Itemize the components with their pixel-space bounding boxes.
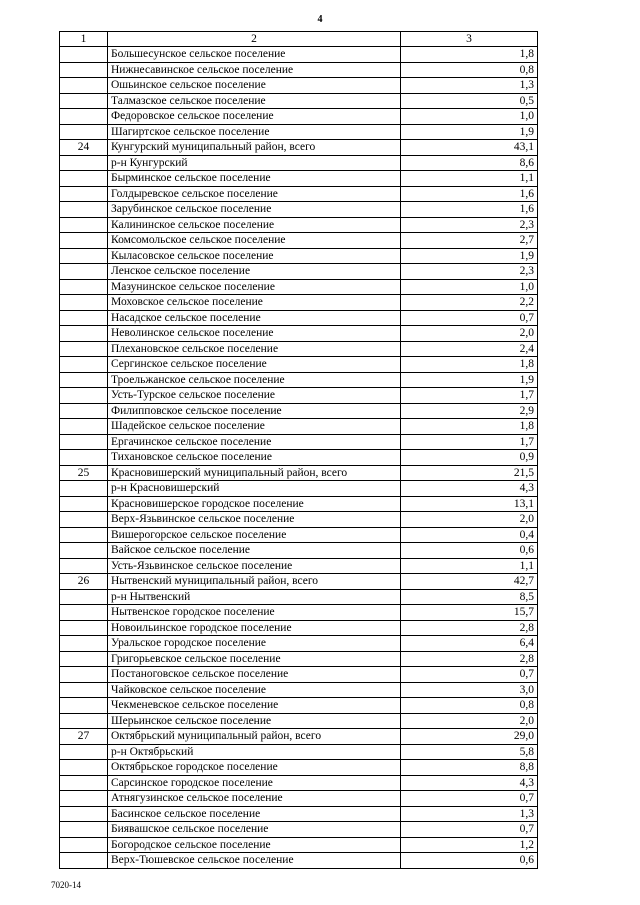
row-value: 21,5 <box>401 465 538 481</box>
row-number <box>60 512 108 528</box>
table-row <box>60 682 538 698</box>
table-row <box>60 357 538 373</box>
row-number <box>60 388 108 404</box>
row-value: 1,7 <box>401 434 538 450</box>
row-value: 0,9 <box>401 450 538 466</box>
row-value: 1,6 <box>401 186 538 202</box>
row-name: Неволинское сельское поселение <box>108 326 401 342</box>
table-row <box>60 822 538 838</box>
row-name: Атнягузинское сельское поселение <box>108 791 401 807</box>
row-name: р-н Кунгурский <box>108 155 401 171</box>
row-name: Биявашское сельское поселение <box>108 822 401 838</box>
row-name: Зарубинское сельское поселение <box>108 202 401 218</box>
row-name: Ленское сельское поселение <box>108 264 401 280</box>
row-value: 2,0 <box>401 326 538 342</box>
column-header-2: 2 <box>108 32 401 47</box>
table-row <box>60 124 538 140</box>
row-number <box>60 806 108 822</box>
row-number <box>60 605 108 621</box>
row-value: 42,7 <box>401 574 538 590</box>
row-value: 2,3 <box>401 217 538 233</box>
row-name: Талмазское сельское поселение <box>108 93 401 109</box>
row-value: 8,5 <box>401 589 538 605</box>
row-name: Шадейское сельское поселение <box>108 419 401 435</box>
row-number <box>60 837 108 853</box>
row-number <box>60 202 108 218</box>
row-number <box>60 47 108 63</box>
table-row <box>60 853 538 869</box>
row-value: 3,0 <box>401 682 538 698</box>
row-number <box>60 636 108 652</box>
row-number: 25 <box>60 465 108 481</box>
header-row <box>60 32 538 47</box>
table-row <box>60 698 538 714</box>
row-value: 2,0 <box>401 713 538 729</box>
row-number <box>60 760 108 776</box>
row-value: 6,4 <box>401 636 538 652</box>
row-value: 2,8 <box>401 651 538 667</box>
table-row <box>60 760 538 776</box>
row-name: Ошьинское сельское поселение <box>108 78 401 94</box>
row-name: Моховское сельское поселение <box>108 295 401 311</box>
table-row <box>60 78 538 94</box>
row-name: Насадское сельское поселение <box>108 310 401 326</box>
row-number <box>60 295 108 311</box>
table-row <box>60 171 538 187</box>
row-value: 1,8 <box>401 47 538 63</box>
table-row <box>60 202 538 218</box>
row-name: Чайковское сельское поселение <box>108 682 401 698</box>
row-name: Верх-Язьвинское сельское поселение <box>108 512 401 528</box>
row-value: 2,9 <box>401 403 538 419</box>
row-name: Калининское сельское поселение <box>108 217 401 233</box>
table-row <box>60 450 538 466</box>
table-row <box>60 388 538 404</box>
table-row <box>60 791 538 807</box>
row-name: Усть-Язьвинское сельское поселение <box>108 558 401 574</box>
row-value: 1,1 <box>401 171 538 187</box>
table-row <box>60 806 538 822</box>
row-name: Чекменевское сельское поселение <box>108 698 401 714</box>
row-value: 2,2 <box>401 295 538 311</box>
row-name: Ергачинское сельское поселение <box>108 434 401 450</box>
table-row <box>60 326 538 342</box>
row-name: Сергинское сельское поселение <box>108 357 401 373</box>
row-name: Постаноговское сельское поселение <box>108 667 401 683</box>
row-value: 1,9 <box>401 124 538 140</box>
data-table <box>59 31 538 869</box>
row-name: Красновишерское городское поселение <box>108 496 401 512</box>
row-number <box>60 62 108 78</box>
row-name: Вишерогорское сельское поселение <box>108 527 401 543</box>
row-number <box>60 434 108 450</box>
row-value: 1,3 <box>401 806 538 822</box>
row-number <box>60 78 108 94</box>
table-row <box>60 295 538 311</box>
row-number <box>60 403 108 419</box>
row-value: 4,3 <box>401 481 538 497</box>
row-number <box>60 589 108 605</box>
row-name: Новоильинское городское поселение <box>108 620 401 636</box>
table-row <box>60 837 538 853</box>
row-value: 2,4 <box>401 341 538 357</box>
table-row <box>60 434 538 450</box>
row-number <box>60 651 108 667</box>
table-row <box>60 155 538 171</box>
row-number <box>60 543 108 559</box>
row-value: 0,8 <box>401 62 538 78</box>
table-row <box>60 512 538 528</box>
row-name: Октябрьский муниципальный район, всего <box>108 729 401 745</box>
table-row <box>60 496 538 512</box>
row-number <box>60 326 108 342</box>
row-value: 0,7 <box>401 791 538 807</box>
row-number <box>60 496 108 512</box>
row-number <box>60 698 108 714</box>
row-value: 15,7 <box>401 605 538 621</box>
row-number <box>60 558 108 574</box>
table-row <box>60 186 538 202</box>
row-name: Нижнесавинское сельское поселение <box>108 62 401 78</box>
row-number <box>60 713 108 729</box>
row-number <box>60 341 108 357</box>
row-number <box>60 217 108 233</box>
row-value: 2,3 <box>401 264 538 280</box>
row-number <box>60 310 108 326</box>
row-name: Тихановское сельское поселение <box>108 450 401 466</box>
table-row <box>60 558 538 574</box>
row-number: 26 <box>60 574 108 590</box>
row-value: 1,0 <box>401 279 538 295</box>
table-row <box>60 341 538 357</box>
table-row <box>60 310 538 326</box>
row-number: 27 <box>60 729 108 745</box>
column-header-1: 1 <box>60 32 108 47</box>
row-value: 1,6 <box>401 202 538 218</box>
row-value: 1,7 <box>401 388 538 404</box>
row-value: 43,1 <box>401 140 538 156</box>
table-row <box>60 109 538 125</box>
table-row <box>60 372 538 388</box>
table-row <box>60 636 538 652</box>
row-value: 5,8 <box>401 744 538 760</box>
row-number <box>60 853 108 869</box>
table-row <box>60 729 538 745</box>
table-row <box>60 605 538 621</box>
row-number <box>60 372 108 388</box>
row-value: 2,0 <box>401 512 538 528</box>
table-row <box>60 744 538 760</box>
table-row <box>60 419 538 435</box>
row-name: Сарсинское городское поселение <box>108 775 401 791</box>
table-row <box>60 543 538 559</box>
row-value: 0,7 <box>401 310 538 326</box>
row-name: Нытвенское городское поселение <box>108 605 401 621</box>
row-value: 0,5 <box>401 93 538 109</box>
table-row <box>60 140 538 156</box>
row-name: Шагиртское сельское поселение <box>108 124 401 140</box>
table-row <box>60 713 538 729</box>
row-value: 1,8 <box>401 419 538 435</box>
row-value: 0,4 <box>401 527 538 543</box>
row-value: 29,0 <box>401 729 538 745</box>
row-number <box>60 264 108 280</box>
row-name: Кыласовское сельское поселение <box>108 248 401 264</box>
table-row <box>60 264 538 280</box>
table-body <box>60 32 538 869</box>
row-number <box>60 419 108 435</box>
table-row <box>60 47 538 63</box>
row-name: Федоровское сельское поселение <box>108 109 401 125</box>
row-number <box>60 667 108 683</box>
footer-code: 7020-14 <box>51 880 81 890</box>
row-name: Басинское сельское поселение <box>108 806 401 822</box>
row-number <box>60 682 108 698</box>
row-number <box>60 248 108 264</box>
row-name: Григорьевское сельское поселение <box>108 651 401 667</box>
row-name: Комсомольское сельское поселение <box>108 233 401 249</box>
table-row <box>60 62 538 78</box>
row-value: 1,9 <box>401 372 538 388</box>
row-name: Шерьинское сельское поселение <box>108 713 401 729</box>
row-name: Красновишерский муниципальный район, всего <box>108 465 401 481</box>
row-number <box>60 620 108 636</box>
row-value: 2,8 <box>401 620 538 636</box>
row-name: Богородское сельское поселение <box>108 837 401 853</box>
row-name: р-н Нытвенский <box>108 589 401 605</box>
row-number <box>60 481 108 497</box>
row-value: 8,6 <box>401 155 538 171</box>
table-row <box>60 481 538 497</box>
row-number <box>60 186 108 202</box>
row-name: Мазунинское сельское поселение <box>108 279 401 295</box>
row-name: Большесунское сельское поселение <box>108 47 401 63</box>
row-number <box>60 775 108 791</box>
row-name: Троельжанское сельское поселение <box>108 372 401 388</box>
row-number <box>60 279 108 295</box>
row-value: 1,3 <box>401 78 538 94</box>
row-name: Усть-Турское сельское поселение <box>108 388 401 404</box>
row-name: Плехановское сельское поселение <box>108 341 401 357</box>
table-row <box>60 775 538 791</box>
row-value: 13,1 <box>401 496 538 512</box>
row-number: 24 <box>60 140 108 156</box>
row-name: Верх-Тюшевское сельское поселение <box>108 853 401 869</box>
table-row <box>60 667 538 683</box>
table-row <box>60 233 538 249</box>
row-value: 1,8 <box>401 357 538 373</box>
row-number <box>60 822 108 838</box>
row-value: 0,7 <box>401 667 538 683</box>
row-value: 1,1 <box>401 558 538 574</box>
row-value: 4,3 <box>401 775 538 791</box>
table-row <box>60 589 538 605</box>
row-number <box>60 93 108 109</box>
row-number <box>60 744 108 760</box>
row-value: 0,7 <box>401 822 538 838</box>
row-number <box>60 450 108 466</box>
row-value: 0,6 <box>401 543 538 559</box>
table-row <box>60 527 538 543</box>
row-value: 0,6 <box>401 853 538 869</box>
row-number <box>60 171 108 187</box>
table-row <box>60 93 538 109</box>
table-row <box>60 279 538 295</box>
table-row <box>60 620 538 636</box>
row-name: р-н Красновишерский <box>108 481 401 497</box>
row-number <box>60 124 108 140</box>
row-name: Филипповское сельское поселение <box>108 403 401 419</box>
page-number: 4 <box>317 14 323 25</box>
row-name: Вайское сельское поселение <box>108 543 401 559</box>
row-value: 1,0 <box>401 109 538 125</box>
row-name: Бырминское сельское поселение <box>108 171 401 187</box>
column-header-3: 3 <box>401 32 538 47</box>
row-number <box>60 109 108 125</box>
row-value: 1,9 <box>401 248 538 264</box>
row-number <box>60 233 108 249</box>
row-number <box>60 527 108 543</box>
table-row <box>60 403 538 419</box>
table-row <box>60 574 538 590</box>
row-name: р-н Октябрьский <box>108 744 401 760</box>
row-name: Нытвенский муниципальный район, всего <box>108 574 401 590</box>
table-row <box>60 217 538 233</box>
row-value: 8,8 <box>401 760 538 776</box>
row-number <box>60 155 108 171</box>
row-number <box>60 357 108 373</box>
row-value: 1,2 <box>401 837 538 853</box>
row-name: Уральское городское поселение <box>108 636 401 652</box>
row-name: Голдыревское сельское поселение <box>108 186 401 202</box>
table-row <box>60 465 538 481</box>
row-value: 2,7 <box>401 233 538 249</box>
row-number <box>60 791 108 807</box>
row-name: Кунгурский муниципальный район, всего <box>108 140 401 156</box>
row-name: Октябрьское городское поселение <box>108 760 401 776</box>
row-value: 0,8 <box>401 698 538 714</box>
table-row <box>60 248 538 264</box>
table-row <box>60 651 538 667</box>
